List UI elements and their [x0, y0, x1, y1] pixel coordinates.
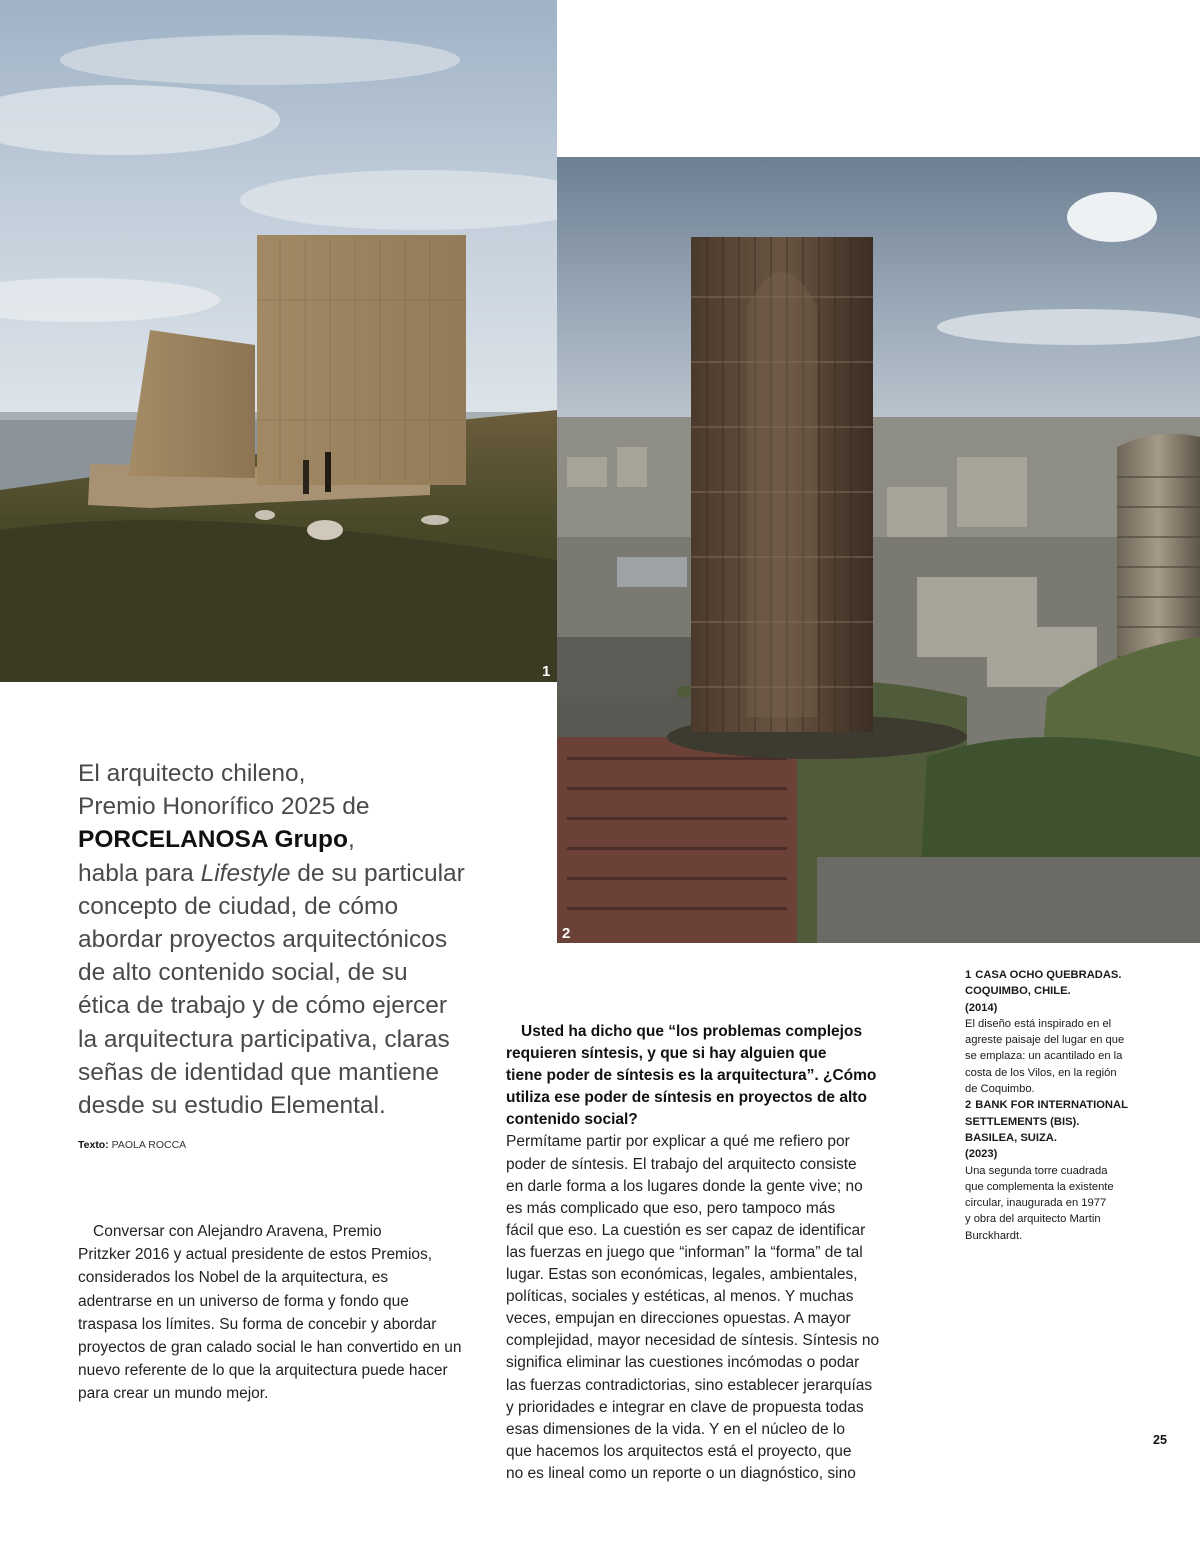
credit-author: PAOLA ROCCA	[111, 1139, 187, 1151]
answer-line: las fuerzas contradictorias, sino establecer jerarquías	[506, 1376, 873, 1394]
answer-line: que hacemos los arquitectos está el proyecto, que	[506, 1442, 852, 1460]
question-line: tiene poder de síntesis es la arquitectura”. ¿Cómo	[506, 1067, 877, 1085]
photo1-number: 1	[542, 663, 551, 680]
answer-line: lugar. Estas son económicas, legales, ambientales,	[506, 1266, 858, 1284]
caption2-title: 2 BANK FOR INTERNATIONAL	[965, 1099, 1128, 1112]
intro-line-brand: PORCELANOSA Grupo,	[78, 826, 355, 854]
answer-line: es más complicado que eso, pero tampoco más	[506, 1199, 836, 1217]
answer-line: Permítame partir por explicar a qué me refiero por	[506, 1133, 850, 1151]
answer-line: complejidad, mayor necesidad de síntesis. Síntesis no	[506, 1332, 880, 1350]
caption1-text: se emplaza: un acantilado en la	[965, 1050, 1123, 1063]
answer-line: veces, empujan en direcciones opuestas. A mayor	[506, 1310, 851, 1328]
caption1-year: (2014)	[965, 1001, 998, 1014]
caption1-text: de Coquimbo.	[965, 1083, 1035, 1096]
caption2-text: circular, inaugurada en 1977	[965, 1197, 1107, 1210]
page-number: 25	[1153, 1433, 1167, 1447]
answer-line: y prioridades e integrar en clave de propuesta todas	[506, 1398, 864, 1416]
caption2-title: SETTLEMENTS (BIS).	[965, 1115, 1080, 1128]
answer-line: las fuerzas en juego que “informan” la “forma” de tal	[506, 1243, 863, 1261]
answer-line: políticas, sociales y estéticas, al menos. Y muchas	[506, 1288, 854, 1306]
intro-line: abordar proyectos arquitectónicos	[78, 926, 448, 954]
intro-line: la arquitectura participativa, claras	[78, 1025, 450, 1053]
photo1-illustration	[0, 0, 557, 682]
answer-line: poder de síntesis. El trabajo del arquitecto consiste	[506, 1155, 857, 1173]
photo-captions	[965, 967, 1135, 1244]
intro-line: Premio Honorífico 2025 de	[78, 793, 370, 821]
intro-line: ética de trabajo y de cómo ejercer	[78, 992, 448, 1020]
question-line: Usted ha dicho que “los problemas complejos	[521, 1023, 863, 1040]
author-credit	[78, 1139, 186, 1151]
answer-line: fácil que eso. La cuestión es ser capaz de identificar	[506, 1221, 866, 1239]
body-line: proyectos de gran calado social le han convertido en un	[78, 1339, 462, 1357]
body-line: adentrarse en un universo de forma y fondo que	[78, 1292, 409, 1310]
body-line: traspasa los límites. Su forma de concebir y abordar	[78, 1315, 437, 1333]
answer-line: esas dimensiones de la vida. Y en el núcleo de lo	[506, 1420, 845, 1438]
intro-line: desde su estudio Elemental.	[78, 1092, 386, 1120]
intro-standfirst	[78, 757, 498, 1122]
answer-line: en darle forma a los lugares donde la gente vive; no	[506, 1177, 863, 1195]
photo-bis-tower	[557, 157, 1200, 943]
caption1-text: agreste paisaje del lugar en que	[965, 1034, 1125, 1047]
intro-line: de alto contenido social, de su	[78, 959, 408, 987]
body-line: nuevo referente de lo que la arquitectura puede hacer	[78, 1362, 448, 1380]
intro-line: habla para Lifestyle de su particular	[78, 859, 465, 887]
body-line: Pritzker 2016 y actual presidente de estos Premios,	[78, 1246, 433, 1264]
question-line: utiliza ese poder de síntesis en proyectos de alto	[506, 1089, 867, 1107]
magazine-name: Lifestyle	[200, 859, 291, 887]
photo2-illustration	[557, 157, 1200, 943]
intro-line: El arquitecto chileno,	[78, 760, 306, 787]
caption2-text: Burckhardt.	[965, 1229, 1023, 1242]
caption2-title: BASILEA, SUIZA.	[965, 1131, 1057, 1144]
caption2-text: Una segunda torre cuadrada	[965, 1164, 1108, 1177]
caption1-text: El diseño está inspirado en el	[965, 1017, 1112, 1030]
body-column-2	[506, 1021, 896, 1485]
caption2-year: (2023)	[965, 1148, 998, 1161]
caption1-title: 1 CASA OCHO QUEBRADAS.	[965, 969, 1122, 981]
answer-line: significa eliminar las cuestiones incómodas o podar	[506, 1354, 860, 1372]
question-line: requieren síntesis, y que si hay alguien que	[506, 1045, 827, 1063]
caption2-text: y obra del arquitecto Martin	[965, 1213, 1101, 1226]
caption1-text: costa de los Vilos, en la región	[965, 1066, 1117, 1079]
intro-line: señas de identidad que mantiene	[78, 1058, 439, 1086]
photo2-number: 2	[562, 925, 571, 942]
caption1-title: COQUIMBO, CHILE.	[965, 985, 1071, 998]
answer-line: no es lineal como un reporte o un diagnóstico, sino	[506, 1464, 856, 1482]
body-line: para crear un mundo mejor.	[78, 1385, 269, 1403]
caption2-text: que complementa la existente	[965, 1180, 1114, 1193]
body-line: considerados los Nobel de la arquitectura, es	[78, 1269, 389, 1287]
credit-label: Texto:	[78, 1139, 109, 1151]
body-line: Conversar con Alejandro Aravena, Premio	[93, 1223, 382, 1240]
intro-line: concepto de ciudad, de cómo	[78, 892, 399, 920]
photo-casa-ocho-quebradas	[0, 0, 557, 682]
brand-name: PORCELANOSA Grupo	[78, 826, 348, 854]
question-line: contenido social?	[506, 1111, 638, 1129]
body-column-1	[78, 1220, 488, 1406]
